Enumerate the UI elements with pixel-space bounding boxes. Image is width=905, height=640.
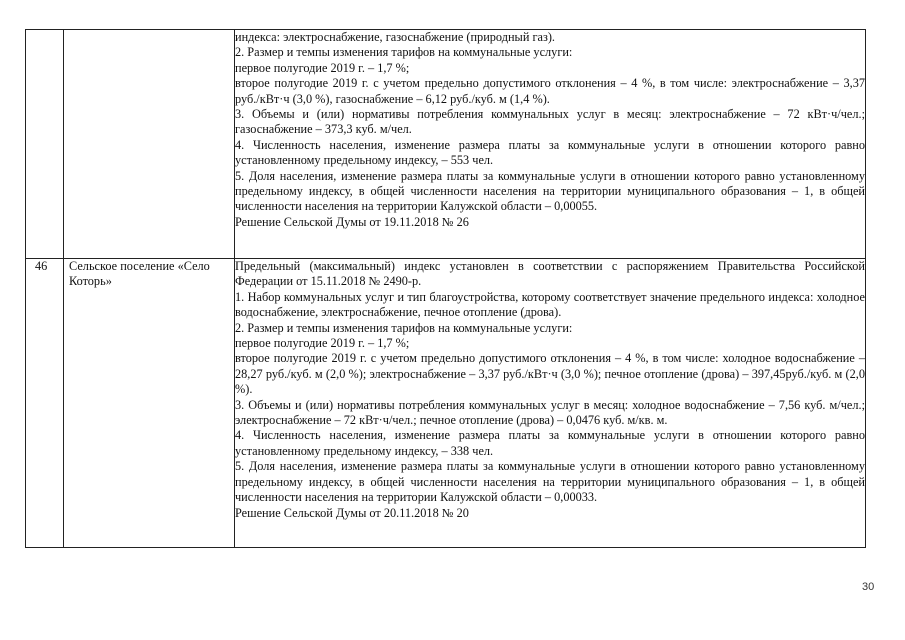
description-paragraph: первое полугодие 2019 г. – 1,7 %;: [235, 336, 410, 351]
settlement-name-cell: [64, 30, 235, 259]
decision-reference: Решение Сельской Думы от 19.11.2018 № 26: [235, 214, 469, 229]
row-number-cell: [26, 30, 64, 259]
description-paragraph: 3. Объемы и (или) нормативы потребления коммунальных услуг в месяц: электроснабжение – 72 кВт·ч/чел.; газоснабжение – 373,3 куб. м/чел.: [235, 107, 865, 137]
document-table: [25, 29, 866, 548]
description-paragraph: 3. Объемы и (или) нормативы потребления коммунальных услуг в месяц: холодное водоснабжение – 7,56 куб. м/чел.; электроснабжение – 72 кВт·ч/чел.; печное отопление (дрова) – 0,0476 куб. м/кв. м.: [235, 397, 865, 428]
row-number: 46: [35, 259, 48, 273]
index-description-cell: [235, 259, 866, 548]
description-paragraph: Предельный (максимальный) индекс установлен в соответствии с распоряжением Правительства Российской Федерации от 15.11.2018 № 2490-р.: [235, 259, 865, 289]
settlement-name: Сельское поселение «Село Которь»: [69, 259, 210, 289]
description-paragraph: индекса: электроснабжение, газоснабжение (природный газ).: [235, 30, 556, 44]
description-paragraph: второе полугодие 2019 г. с учетом предельно допустимого отклонения – 4 %, в том числе: электроснабжение – 3,37 руб./кВт·ч (3,0 %), газоснабжение – 6,12 руб./куб. м (1,4 %).: [235, 76, 865, 106]
description-paragraph: второе полугодие 2019 г. с учетом предельно допустимого отклонения – 4 %, в том числе: холодное водоснабжение – 28,27 руб./куб. м (2,0 %); электроснабжение – 3,37 руб./кВт·ч (3,0 %); печное отопление (дрова) – 397,45руб./куб. м (2,0 %).: [235, 351, 865, 397]
row-number-cell: [26, 259, 64, 548]
description-paragraph: 2. Размер и темпы изменения тарифов на коммунальные услуги:: [235, 320, 573, 335]
description-paragraph: 4. Численность населения, изменение размера платы за коммунальные услуги в отношении которого равно установленному предельному индексу, – 553 чел.: [235, 137, 865, 168]
description-paragraph: 5. Доля населения, изменение размера платы за коммунальные услуги в отношении которого равно установленному предельному индексу, в общей численности населения на территории муниципального образования – 1, в общей численности населения на территории Калужской области – 0,00055.: [235, 168, 865, 214]
settlement-name-cell: [64, 259, 235, 548]
description-paragraph: 1. Набор коммунальных услуг и тип благоустройства, которому соответствует значение предельного индекса: холодное водоснабжение, электроснабжение, печное отопление (дрова).: [235, 289, 865, 320]
page-number: 30: [862, 581, 875, 593]
description-paragraph: первое полугодие 2019 г. – 1,7 %;: [235, 60, 410, 75]
table-row: [26, 30, 866, 259]
decision-reference: Решение Сельской Думы от 20.11.2018 № 20: [235, 505, 469, 520]
description-paragraph: 5. Доля населения, изменение размера платы за коммунальные услуги в отношении которого равно установленному предельному индексу, в общей численности населения на территории муниципального образования – 1, в общей численности населения на территории Калужской области – 0,00033.: [235, 459, 865, 505]
description-paragraph: 4. Численность населения, изменение размера платы за коммунальные услуги в отношении которого равно установленному предельному индексу, – 338 чел.: [235, 428, 865, 458]
table-row: [26, 259, 866, 548]
description-paragraph: 2. Размер и темпы изменения тарифов на коммунальные услуги:: [235, 45, 573, 60]
index-description-cell: [235, 30, 866, 259]
